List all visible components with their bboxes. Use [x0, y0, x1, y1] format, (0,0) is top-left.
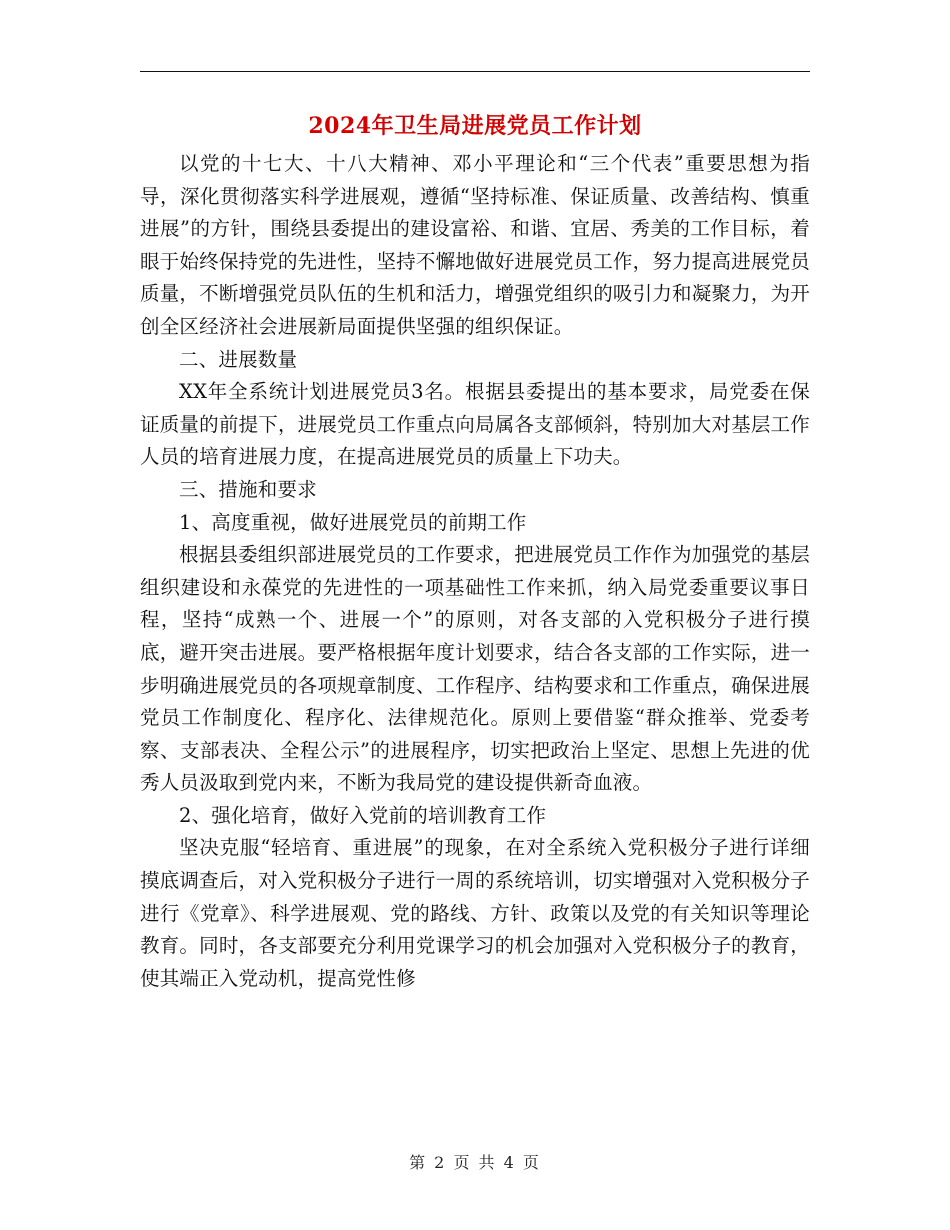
paragraph-quantity: XX年全系统计划进展党员3名。根据县委提出的基本要求，局党委在保证质量的前提下，进展党员工作重点向局属各支部倾斜，特别加大对基层工作人员的培育进展力度，在提高进展党员的质量上下功夫。 — [140, 380, 810, 469]
document-title: 2024年卫生局进展党员工作计划 — [308, 113, 642, 139]
paragraph-measure-1: 根据县委组织部进展党员的工作要求，把进展党员工作作为加强党的基层组织建设和永葆党的先进性的一项基础性工作来抓，纳入局党委重要议事日程，坚持“成熟一个、进展一个”的原则，对各支部的入党积极分子进行摸底，避开突击进展。要严格根据年度计划要求，结合各支部的工作实际，进一步明确进展党员的各项规章制度、工作程序、结构要求和工作重点，确保进展党员工作制度化、程序化、法律规范化。原则上要借鉴“群众推举、党委考察、支部表决、全程公示”的进展程序，切实把政治上坚定、思想上先进的优秀人员汲取到党内来，不断为我局党的建设提供新奇血液。 — [140, 543, 810, 795]
subheading-1: 1、高度重视，做好进展党员的前期工作 — [179, 510, 527, 534]
page-number-footer: 第 2 页 共 4 页 — [409, 1153, 541, 1172]
section-heading-quantity: 二、进展数量 — [179, 347, 298, 371]
subheading-2: 2、强化培育，做好入党前的培训教育工作 — [179, 803, 547, 827]
paragraph-intro: 以党的十七大、十八大精神、邓小平理论和“三个代表”重要思想为指导，深化贯彻落实科学进展观，遵循“坚持标准、保证质量、改善结构、慎重进展”的方针，围绕县委提出的建设富裕、和谐、宜居、秀美的工作目标，着眼于始终保持党的先进性，坚持不懈地做好进展党员工作，努力提高进展党员质量，不断增强党员队伍的生机和活力，增强党组织的吸引力和凝聚力，为开创全区经济社会进展新局面提供坚强的组织保证。 — [140, 152, 810, 338]
document-body — [140, 148, 810, 995]
section-heading-measures: 三、措施和要求 — [179, 477, 317, 501]
header-rule — [140, 71, 810, 72]
paragraph-measure-2: 坚决克服“轻培育、重进展”的现象，在对全系统入党积极分子进行详细摸底调查后，对入党积极分子进行一周的系统培训，切实增强对入党积极分子进行《党章》、科学进展观、党的路线、方针、政策以及党的有关知识等理论教育。同时，各支部要充分利用党课学习的机会加强对入党积极分子的教育，使其端正入党动机，提高党性修 — [140, 836, 810, 990]
